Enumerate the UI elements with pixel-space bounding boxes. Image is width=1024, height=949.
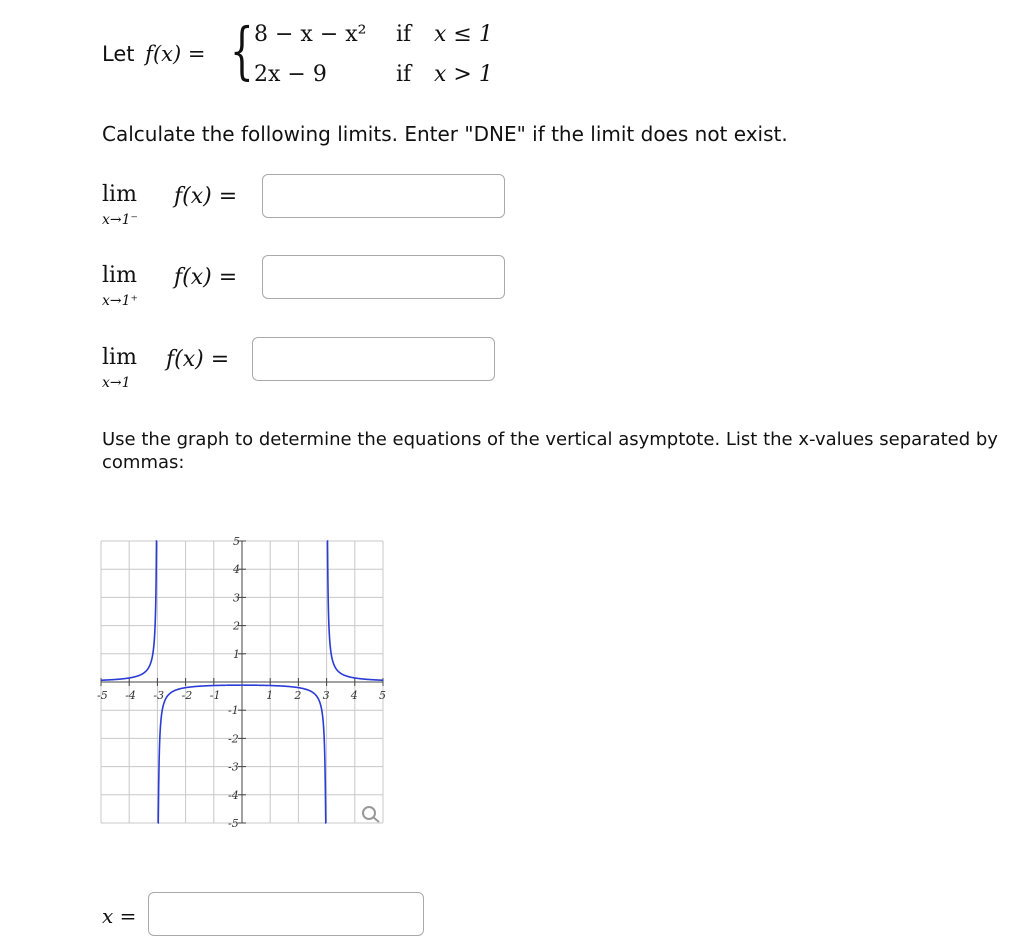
asymptote-prompt: Use the graph to determine the equations of the vertical asymptote. List the x-values separated by commas: (102, 429, 998, 473)
x-answer-label: x = (102, 904, 137, 928)
y-tick-label: -3 (228, 760, 239, 774)
piece-2-expr: 2x − 9 (254, 62, 327, 87)
piece-2-if: if (396, 62, 412, 87)
y-tick-label: 1 (233, 647, 240, 661)
lim-subscript: x→1⁺ (102, 293, 138, 309)
x-tick-label: -2 (181, 689, 193, 702)
limit-right (102, 263, 238, 309)
x-tick-label: -4 (125, 689, 136, 702)
limit-left (102, 182, 238, 228)
lim-word: lim (102, 263, 137, 288)
lim-expression: f(x) = (174, 184, 238, 209)
graph-axes (101, 541, 383, 823)
y-tick-label: -1 (228, 704, 239, 718)
y-tick-label: 5 (233, 537, 240, 548)
piece-2-condition: x > 1 (434, 62, 493, 87)
let-label: Let f(x) = (102, 42, 206, 66)
piece-1-expr: 8 − x − x² (254, 22, 367, 47)
x-tick-label: 1 (266, 689, 274, 702)
x-tick-label: -1 (209, 689, 221, 702)
limit-right-answer-input[interactable] (262, 255, 505, 299)
limit-two-sided-answer-input[interactable] (252, 337, 495, 381)
y-tick-label: 2 (233, 619, 240, 633)
lim-word: lim (102, 345, 137, 370)
piece-1-if: if (396, 22, 412, 47)
x-tick-label: 5 (379, 689, 386, 702)
piece-1-condition: x ≤ 1 (434, 22, 493, 47)
function-graph (97, 537, 387, 829)
y-tick-label: -5 (228, 817, 239, 829)
x-tick-label: 4 (350, 689, 358, 702)
x-tick-label: 3 (322, 689, 330, 702)
x-tick-label: 2 (294, 689, 302, 702)
x-tick-label: -5 (97, 689, 108, 702)
magnifier-icon[interactable] (363, 807, 379, 822)
limit-two-sided (102, 345, 230, 391)
y-tick-label: 3 (233, 591, 240, 605)
y-tick-label: 4 (233, 563, 240, 577)
lim-expression: f(x) = (174, 265, 238, 290)
limit-left-answer-input[interactable] (262, 174, 505, 218)
lim-expression: f(x) = (166, 347, 230, 372)
x-tick-label: -3 (153, 689, 165, 702)
left-brace: { (230, 14, 254, 87)
y-tick-label: -2 (228, 732, 239, 746)
lim-subscript: x→1⁻ (102, 212, 138, 228)
y-tick-label: -4 (228, 788, 239, 802)
lim-subscript: x→1 (102, 375, 131, 391)
instructions: Calculate the following limits. Enter "DNE" if the limit does not exist. (102, 122, 788, 146)
asymptote-answer-input[interactable] (148, 892, 424, 936)
lim-word: lim (102, 182, 137, 207)
